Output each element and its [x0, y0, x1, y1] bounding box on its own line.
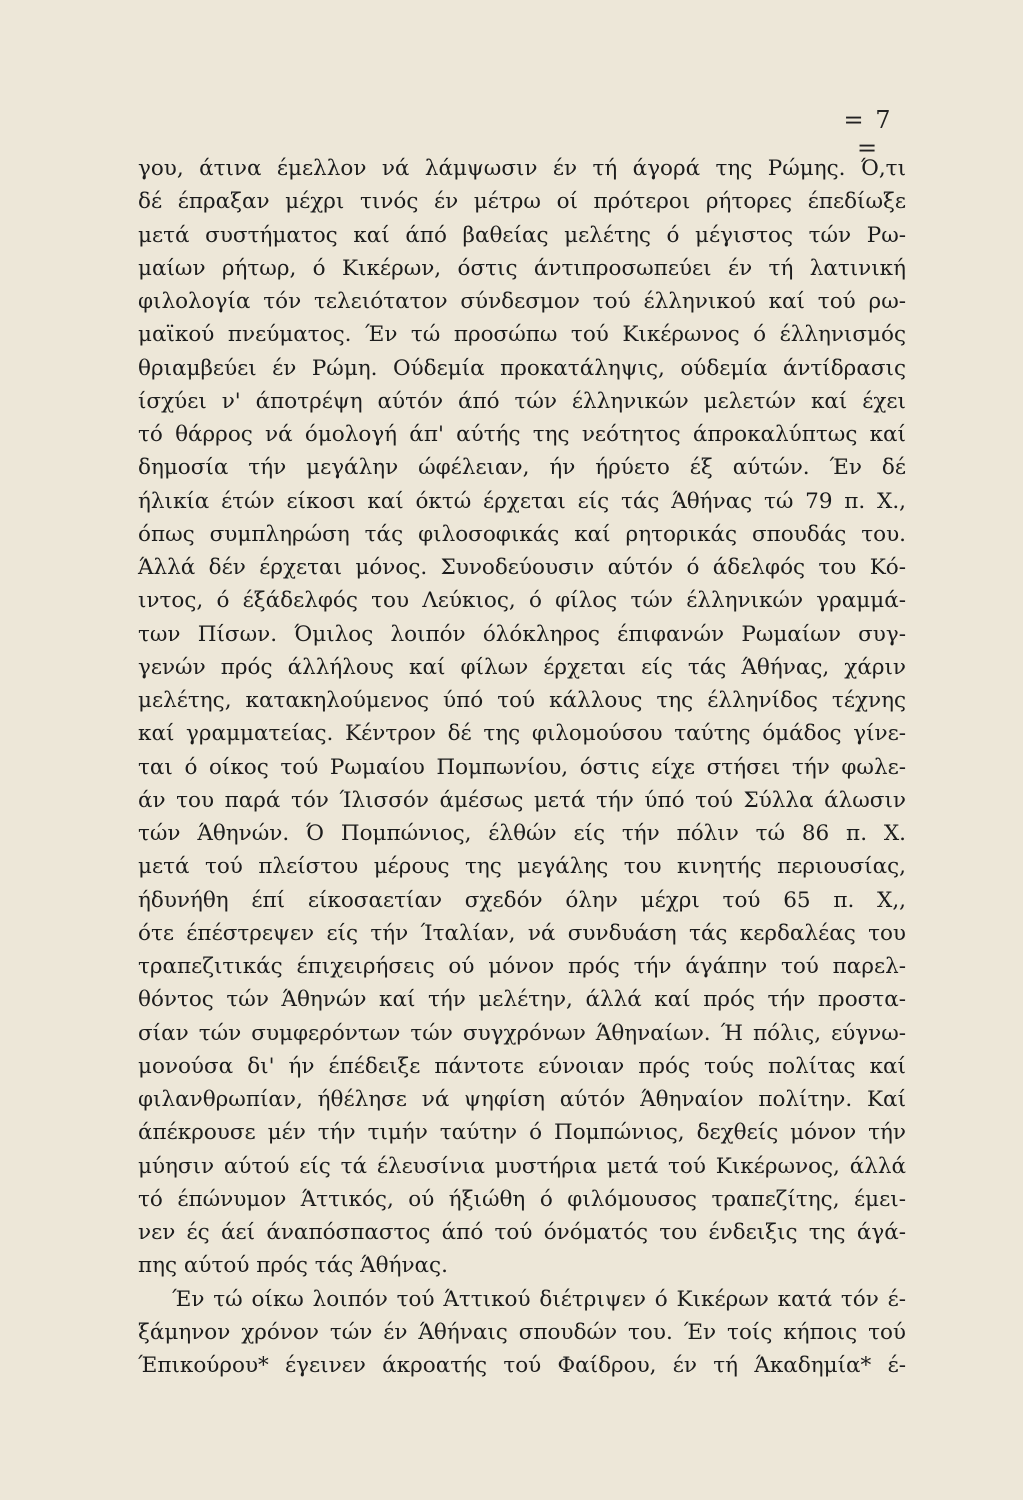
text-line: μελέτης, κατακηλούμενος ύπό τού κάλλους της έλληνίδος τέχνης	[138, 688, 906, 713]
text-line: μαίων ρήτωρ, ό Κικέρων, όστις άντιπροσωπεύει έν τή λατινική	[138, 255, 906, 281]
text-line: μετά τού πλείστου μέρους της μεγάλης του κινητής περιουσίας,	[138, 854, 906, 880]
text-line: τών Άθηνών. Ό Πομπώνιος, έλθών είς τήν πόλιν τώ 86 π. Χ.	[138, 821, 906, 846]
text-line: θριαμβεύει έν Ρώμη. Ούδεμία προκατάληψις, ούδεμία άντίδρασις	[138, 355, 906, 381]
text-line: ίσχύει ν' άποτρέψη αύτόν άπό τών έλληνικών μελετών καί έχει	[138, 388, 906, 414]
text-line: νεν ές άεί άναπόσπαστος άπό τού όνόματός του ένδειξις της άγά-	[138, 1220, 906, 1245]
text-line: μύησιν αύτού είς τά έλευσίνια μυστήρια μετά τού Κικέρωνος, άλλά	[138, 1153, 906, 1179]
text-line: τό έπώνυμον Άττικός, ού ήξιώθη ό φιλόμουσος τραπεζίτης, έμει-	[138, 1186, 906, 1212]
text-line: των Πίσων. Όμιλος λοιπόν όλόκληρος έπιφανών Ρωμαίων συγ-	[138, 621, 906, 647]
body-text	[138, 152, 906, 1382]
text-line: ξάμηνον χρόνον τών έν Άθήναις σπουδών του. Έν τοίς κήποις τού	[138, 1319, 906, 1345]
text-line: μαϊκού πνεύματος. Έν τώ προσώπω τού Κικέρωνος ό έλληνισμός	[138, 322, 906, 348]
text-line: όπως συμπληρώση τάς φιλοσοφικάς καί ρητορικάς σπουδάς του.	[138, 521, 906, 547]
text-line: ότε έπέστρεψεν είς τήν Ίταλίαν, νά συνδυάση τάς κερδαλέας του	[138, 920, 906, 946]
text-line: δέ έπραξαν μέχρι τινός έν μέτρω οί πρότεροι ρήτορες έπεδίωξε	[138, 189, 906, 215]
text-line: τό θάρρος νά όμολογή άπ' αύτής της νεότητος άπροκαλύπτως καί	[138, 422, 906, 447]
text-line: σίαν τών συμφερόντων τών συγχρόνων Άθηναίων. Ή πόλις, εύγνω-	[138, 1020, 906, 1046]
text-line: Έπικούρου* έγεινεν άκροατής τού Φαίδρου, έν τή Άκαδημία* έ-	[138, 1353, 906, 1378]
text-line: άπέκρουσε μέν τήν τιμήν ταύτην ό Πομπώνιος, δεχθείς μόνον τήν	[138, 1120, 906, 1146]
text-line: ιντος, ό έξάδελφός του Λεύκιος, ό φίλος τών έλληνικών γραμμά-	[138, 588, 906, 614]
page-number: = 7 =	[843, 106, 893, 162]
paragraph-1	[138, 152, 906, 1283]
text-line: φιλανθρωπίαν, ήθέλησε νά ψηφίση αύτόν Άθηναίον πολίτην. Καί	[138, 1087, 906, 1112]
text-line: ται ό οίκος τού Ρωμαίου Πομπωνίου, όστις είχε στήσει τήν φωλε-	[138, 754, 906, 780]
text-line: πης αύτού πρός τάς Άθήνας.	[138, 1253, 448, 1279]
text-line: θόντος τών Άθηνών καί τήν μελέτην, άλλά καί πρός τήν προστα-	[138, 987, 906, 1013]
text-line: καί γραμματείας. Κέντρον δέ της φιλομούσου ταύτης όμάδος γίνε-	[138, 721, 906, 747]
text-line: Άλλά δέν έρχεται μόνος. Συνοδεύουσιν αύτόν ό άδελφός του Κό-	[138, 555, 906, 580]
paragraph-2	[138, 1283, 906, 1383]
text-line: ήδυνήθη έπί είκοσαετίαν σχεδόν όλην μέχρι τού 65 π. Χ,,	[138, 887, 906, 913]
text-line: Έν τώ οίκω λοιπόν τού Άττικού διέτριψεν ό Κικέρων κατά τόν έ-	[172, 1286, 906, 1312]
text-line: άν του παρά τόν Ίλισσόν άμέσως μετά τήν ύπό τού Σύλλα άλωσιν	[138, 787, 906, 813]
text-line: τραπεζιτικάς έπιχειρήσεις ού μόνον πρός τήν άγάπην τού παρελ-	[138, 954, 906, 979]
text-line: δημοσία τήν μεγάλην ώφέλειαν, ήν ήρύετο έξ αύτών. Έν δέ	[138, 455, 906, 481]
text-line: γου, άτινα έμελλον νά λάμψωσιν έν τή άγορά της Ρώμης. Ό,τι	[138, 156, 906, 181]
text-line: μετά συστήματος καί άπό βαθείας μελέτης ό μέγιστος τών Ρω-	[138, 222, 906, 248]
text-line: γενών πρός άλλήλους καί φίλων έρχεται είς τάς Άθήνας, χάριν	[138, 654, 906, 680]
text-line: μονούσα δι' ήν έπέδειξε πάντοτε εύνοιαν πρός τούς πολίτας καί	[138, 1053, 906, 1079]
text-line: φιλολογία τόν τελειότατον σύνδεσμον τού έλληνικού καί τού ρω-	[138, 289, 906, 314]
text-line: ήλικία έτών είκοσι καί όκτώ έρχεται είς τάς Άθήνας τώ 79 π. Χ.,	[138, 488, 906, 514]
